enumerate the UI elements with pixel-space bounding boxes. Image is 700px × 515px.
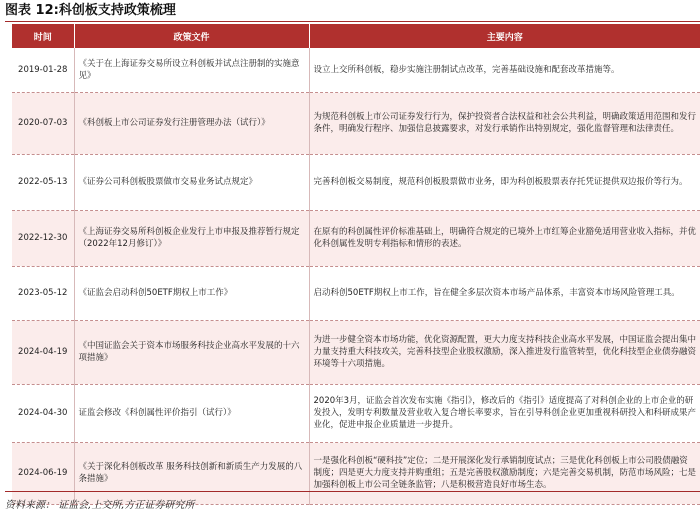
row-content: 一是强化科创板“硬科技”定位；二是开展深化发行承销制度试点；三是优化科创板上市公司股债融资制度；四是更大力度支持并购重组；五是完善股权激励制度；六是完善交易机制，防范市场风险；七是加强科创板上市公司全链条监管；八是积极营造良好市场生态。 [309,442,700,504]
header-date: 时间 [12,24,74,48]
header-content: 主要内容 [309,24,700,48]
header-document: 政策文件 [74,24,309,48]
table-row [12,92,700,154]
title-divider [5,21,700,22]
source-note: 资料来源： 证监会,上交所,方正证券研究所 [5,491,700,511]
row-date: 2020-07-03 [12,92,74,154]
table-row [12,384,700,442]
row-content: 启动科创50ETF期权上市工作，旨在健全多层次资本市场产品体系，丰富资本市场风险管理工具。 [309,266,700,320]
table-row [12,154,700,210]
row-content: 在原有的科创属性评价标准基础上，明确符合规定的已境外上市红筹企业豁免适用营业收入指标，并优化科创属性发明专利指标和情形的表述。 [309,210,700,266]
table-row [12,266,700,320]
figure-title: 图表 12:科创板支持政策梳理 [5,3,176,18]
row-document: 《证监会启动科创50ETF期权上市工作》 [74,266,309,320]
row-date: 2023-05-12 [12,266,74,320]
row-date: 2024-04-30 [12,384,74,442]
row-document: 《上海证券交易所科创板企业发行上市申报及推荐暂行规定（2022年12月修订）》 [74,210,309,266]
row-document: 《科创板上市公司证券发行注册管理办法（试行）》 [74,92,309,154]
row-content: 完善科创板交易制度，规范科创板股票做市业务，即为科创板股票表存托凭证提供双边报价等行为。 [309,154,700,210]
row-document: 《关于在上海证券交易所设立科创板并试点注册制的实施意见》 [74,48,309,92]
policy-table [12,24,700,505]
row-document: 《中国证监会关于资本市场服务科技企业高水平发展的十六项措施》 [74,320,309,384]
table-row [12,320,700,384]
row-document: 《证券公司科创板股票做市交易业务试点规定》 [74,154,309,210]
row-date: 2022-12-30 [12,210,74,266]
row-document: 证监会修改《科创属性评价指引（试行）》 [74,384,309,442]
row-date: 2022-05-13 [12,154,74,210]
table-row [12,48,700,92]
row-date: 2019-01-28 [12,48,74,92]
table-header-row [12,24,700,48]
row-content: 为规范科创板上市公司证券发行行为，保护投资者合法权益和社会公共利益，明确政策适用范围和发行条件，明确发行程序、加强信息披露要求，对发行承销作出特别规定，强化监督管理和法律责任。 [309,92,700,154]
row-content: 设立上交所科创板，稳步实施注册制试点改革，完善基础设施和配套改革措施等。 [309,48,700,92]
row-content: 2020年3月，证监会首次发布实施《指引》，修改后的《指引》适度提高了对科创企业的上市企业的研发投入，发明专利数量及营业收入复合增长率要求，旨在引导科创企业更加重视科研投入和科研成果产业化，促进申报企业质量进一步提升。 [309,384,700,442]
row-date: 2024-06-19 [12,442,74,504]
table-row [12,210,700,266]
row-content: 为进一步健全资本市场功能，优化资源配置，更大力度支持科技企业高水平发展，中国证监会提出集中力量支持重大科技攻关，完善科技型企业股权激励，深入推进发行监管转型，优化科技型企业债券融资环境等十六项措施。 [309,320,700,384]
row-date: 2024-04-19 [12,320,74,384]
row-document: 《关于深化科创板改革 服务科技创新和新质生产力发展的八条措施》 [74,442,309,504]
